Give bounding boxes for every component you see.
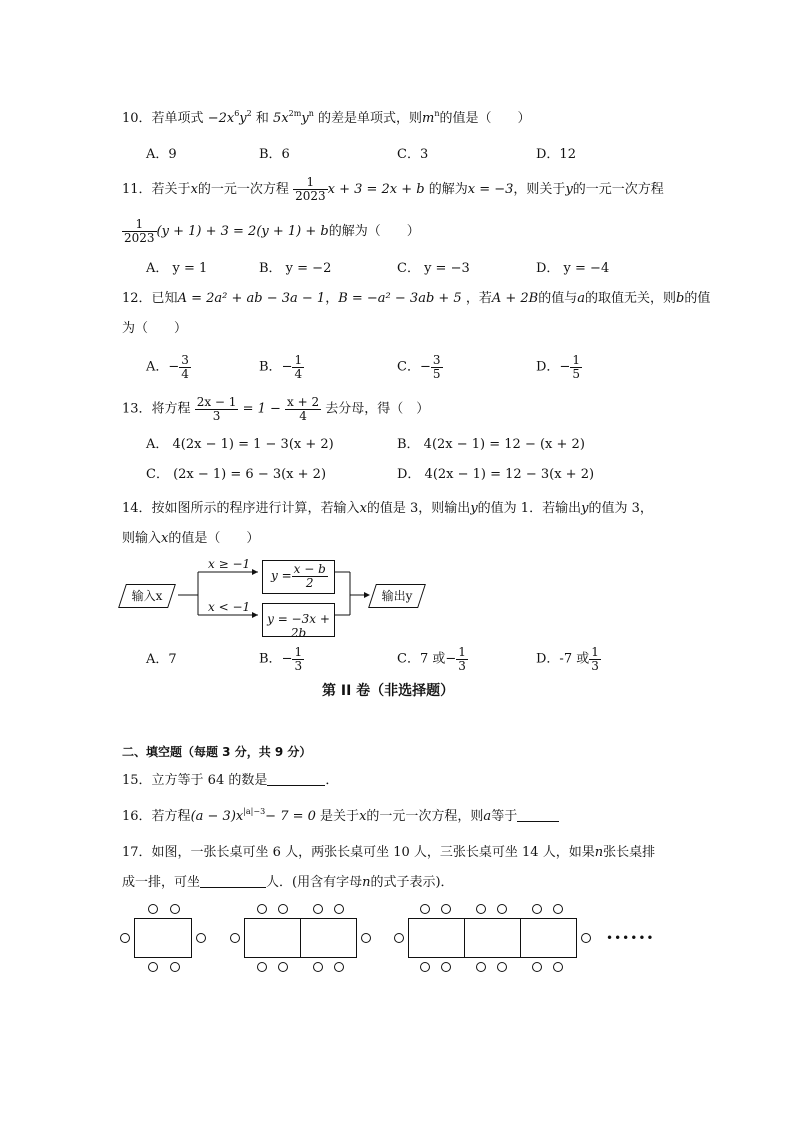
seat [497, 904, 507, 914]
seat [420, 962, 430, 972]
seat [553, 962, 563, 972]
table-three-a [408, 918, 465, 958]
q12-option-a[interactable]: A．− $\frac{3}{4}$ [146, 353, 189, 381]
q14-stem-line1: 14．按如图所示的程序进行计算，若输入x的值是 3，则输出y的值为 1．若输出y的值为 3， [122, 501, 653, 516]
q10-option-b[interactable]: B．6 [259, 147, 290, 162]
seat [394, 933, 404, 943]
q15-answer-blank[interactable] [267, 785, 325, 786]
seat [148, 962, 158, 972]
seat [257, 904, 267, 914]
section-title: 第 II 卷（非选择题） [322, 683, 455, 699]
q11-option-b[interactable]: B． y = −2 [259, 261, 332, 276]
q12-stem-line1: 12．已知A = 2a² + ab − 3a − 1，B = −a² − 3ab + 5 ，若A + 2B的值与a的取值无关，则b的值 [122, 291, 711, 306]
seat [120, 933, 130, 943]
seat [313, 962, 323, 972]
q13-option-c[interactable]: C． (2x − 1) = 6 − 3(x + 2) [146, 467, 327, 482]
q10-option-d[interactable]: D．12 [536, 147, 576, 162]
seat [148, 904, 158, 914]
seat [334, 962, 344, 972]
q12-option-c[interactable]: C．− $\frac{3}{5}$ [397, 353, 441, 381]
q14-stem-line2: 则输入x的值是（ ） [122, 531, 260, 546]
flow-input-box: 输入x [118, 584, 176, 608]
seat [553, 904, 563, 914]
seat [581, 933, 591, 943]
q15-stem: 15．立方等于 64 的数是 ． [122, 773, 339, 788]
seat [313, 904, 323, 914]
flow-condition-top: x ≥ −1 [208, 557, 251, 571]
seat [170, 962, 180, 972]
q13-option-a[interactable]: A． 4(2x − 1) = 1 − 3(x + 2) [146, 437, 334, 452]
seat [420, 904, 430, 914]
seat [257, 962, 267, 972]
q10-stem: 10．若单项式 $-2x^6y^2$ 和 $5x^{2m}y^n$ 的差是单项式，则$m^n$的值是（ ） [122, 109, 531, 126]
table-two-a [244, 918, 301, 958]
seat [196, 933, 206, 943]
seat [278, 962, 288, 972]
q11-option-d[interactable]: D． y = −4 [536, 261, 610, 276]
q16-answer-blank[interactable] [517, 821, 559, 822]
q11-stem-line2: $\frac{1}{2023}$ (y + 1) + 3 = 2(y + 1) + b的解为（ ） [124, 217, 420, 245]
ellipsis-dots: •••••• [606, 931, 655, 945]
flow-box-top: y = $\frac{x - b}{2}$ [262, 560, 335, 594]
table-three-c [520, 918, 577, 958]
q11-option-a[interactable]: A． y = 1 [146, 261, 208, 276]
seat [230, 933, 240, 943]
q16-stem: 16．若方程$(a - 3)x^{|a|-3}- 7 = 0$ 是关于x的一元一次方程，则a等于 [122, 808, 559, 823]
q10-option-c[interactable]: C．3 [397, 147, 429, 162]
seat [476, 962, 486, 972]
q13-option-b[interactable]: B． 4(2x − 1) = 12 − (x + 2) [397, 437, 585, 452]
table-three-b [464, 918, 521, 958]
seat [532, 962, 542, 972]
seat [170, 904, 180, 914]
q14-option-d[interactable]: D．-7 或 $\frac{1}{3}$ [536, 645, 599, 673]
seat [361, 933, 371, 943]
q17-stem-line1: 17．如图，一张长桌可坐 6 人，两张长桌可坐 10 人，三张长桌可坐 14 人，如果n张长桌排 [122, 845, 656, 860]
fill-heading: 二、填空题（每题 3 分，共 9 分） [122, 745, 312, 759]
q17-stem-line2: 成一排，可坐 人．(用含有字母n的式子表示)． [122, 875, 454, 890]
seat [441, 904, 451, 914]
seat [532, 904, 542, 914]
q12-option-d[interactable]: D．− $\frac{1}{5}$ [536, 353, 580, 381]
q13-stem: 13．将方程 $\frac{2x - 1}{3}$ = 1 − $\frac{x + 2}{4}$ 去分母，得（ ） [122, 395, 430, 423]
q11-stem-line1: 11．若关于x的一元一次方程 $\frac{1}{2023}$ x + 3 = 2x + b 的解为x = −3，则关于y的一元一次方程 [122, 175, 664, 203]
q11-option-c[interactable]: C． y = −3 [397, 261, 470, 276]
table-one [134, 918, 192, 958]
seat [441, 962, 451, 972]
q10-option-a[interactable]: A．9 [146, 147, 177, 162]
flow-output-box: 输出y [368, 584, 426, 608]
q12-stem-line2: 为（ ） [122, 321, 188, 336]
q17-answer-blank[interactable] [200, 887, 266, 888]
flow-condition-bottom: x < −1 [208, 600, 251, 614]
seat [497, 962, 507, 972]
seat [334, 904, 344, 914]
seat [278, 904, 288, 914]
q14-option-c[interactable]: C．7 或− $\frac{1}{3}$ [397, 645, 466, 673]
q13-option-d[interactable]: D． 4(2x − 1) = 12 − 3(x + 2) [397, 467, 595, 482]
q14-option-a[interactable]: A．7 [146, 652, 177, 667]
flow-box-bottom: y = −3x + 2b [262, 603, 335, 637]
q14-option-b[interactable]: B．− $\frac{1}{3}$ [259, 645, 303, 673]
q12-option-b[interactable]: B．− $\frac{1}{4}$ [259, 353, 303, 381]
table-two-b [300, 918, 357, 958]
seat [476, 904, 486, 914]
